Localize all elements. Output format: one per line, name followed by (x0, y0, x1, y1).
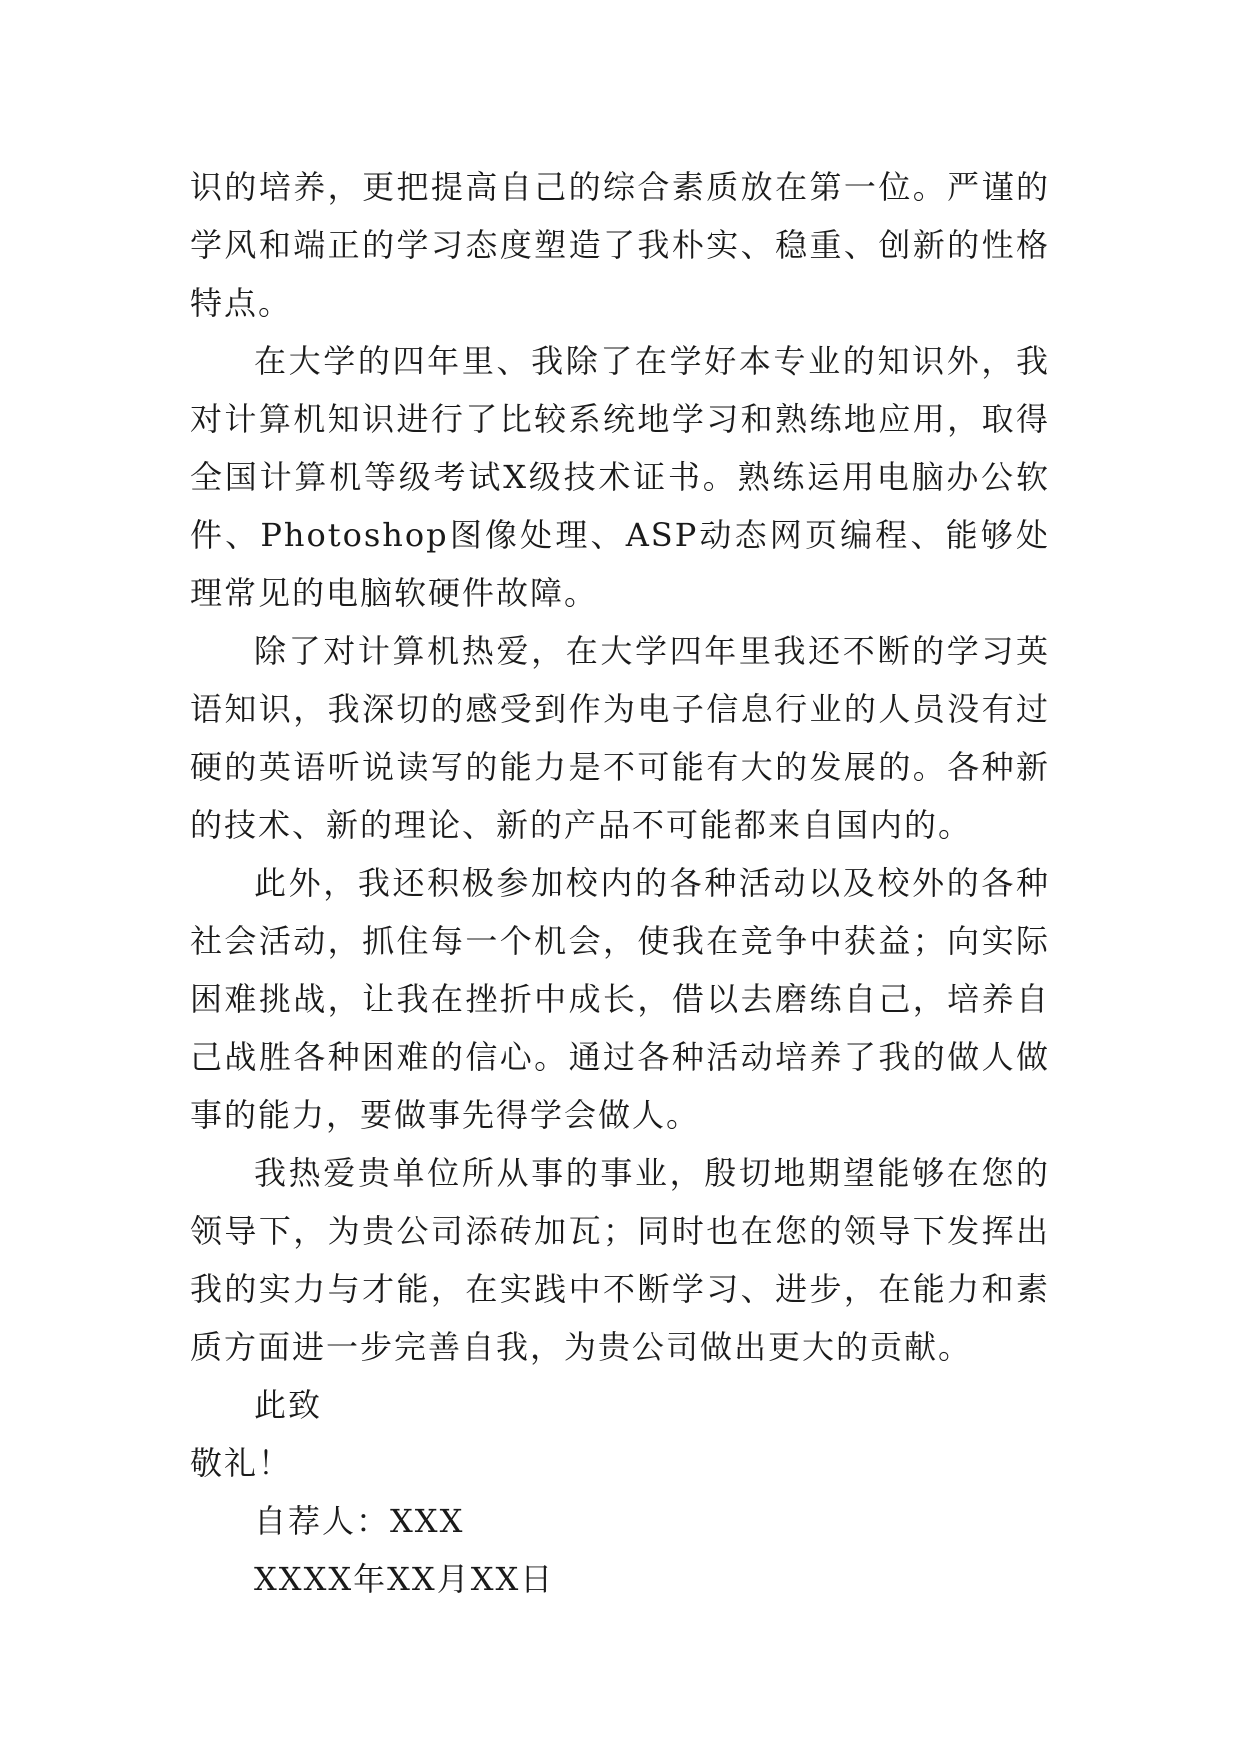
salutation: 敬礼！ (190, 1444, 293, 1482)
paragraph-english-skills: 除了对计算机热爱，在大学四年里我还不断的学习英语知识，我深切的感受到作为电子信息行业的人员没有过硬的英语听说读写的能力是不可能有大的发展的。各种新的技术、新的理论、新的产品不可能都来自国内的。 (190, 632, 1050, 844)
signature: 自荐人：XXX (254, 1502, 465, 1540)
paragraph-computer-skills: 在大学的四年里、我除了在学好本专业的知识外，我对计算机知识进行了比较系统地学习和熟练地应用，取得全国计算机等级考试X级技术证书。熟练运用电脑办公软件、Photoshop图像处理、ASP动态网页编程、能够处理常见的电脑软硬件故障。 (190, 342, 1050, 612)
letter-body (190, 158, 1050, 1608)
paragraph-continued: 识的培养，更把提高自己的综合素质放在第一位。严谨的学风和端正的学习态度塑造了我朴实、稳重、创新的性格特点。 (190, 168, 1050, 322)
paragraph-aspiration: 我热爱贵单位所从事的事业，殷切地期望能够在您的领导下，为贵公司添砖加瓦；同时也在您的领导下发挥出我的实力与才能，在实践中不断学习、进步，在能力和素质方面进一步完善自我，为贵公司做出更大的贡献。 (190, 1154, 1050, 1366)
date: XXXX年XX月XX日 (254, 1560, 555, 1598)
closing-phrase: 此致 (254, 1386, 323, 1424)
paragraph-activities: 此外，我还积极参加校内的各种活动以及校外的各种社会活动，抓住每一个机会，使我在竞争中获益；向实际困难挑战，让我在挫折中成长，借以去磨练自己，培养自己战胜各种困难的信心。通过各种活动培养了我的做人做事的能力，要做事先得学会做人。 (190, 864, 1050, 1134)
